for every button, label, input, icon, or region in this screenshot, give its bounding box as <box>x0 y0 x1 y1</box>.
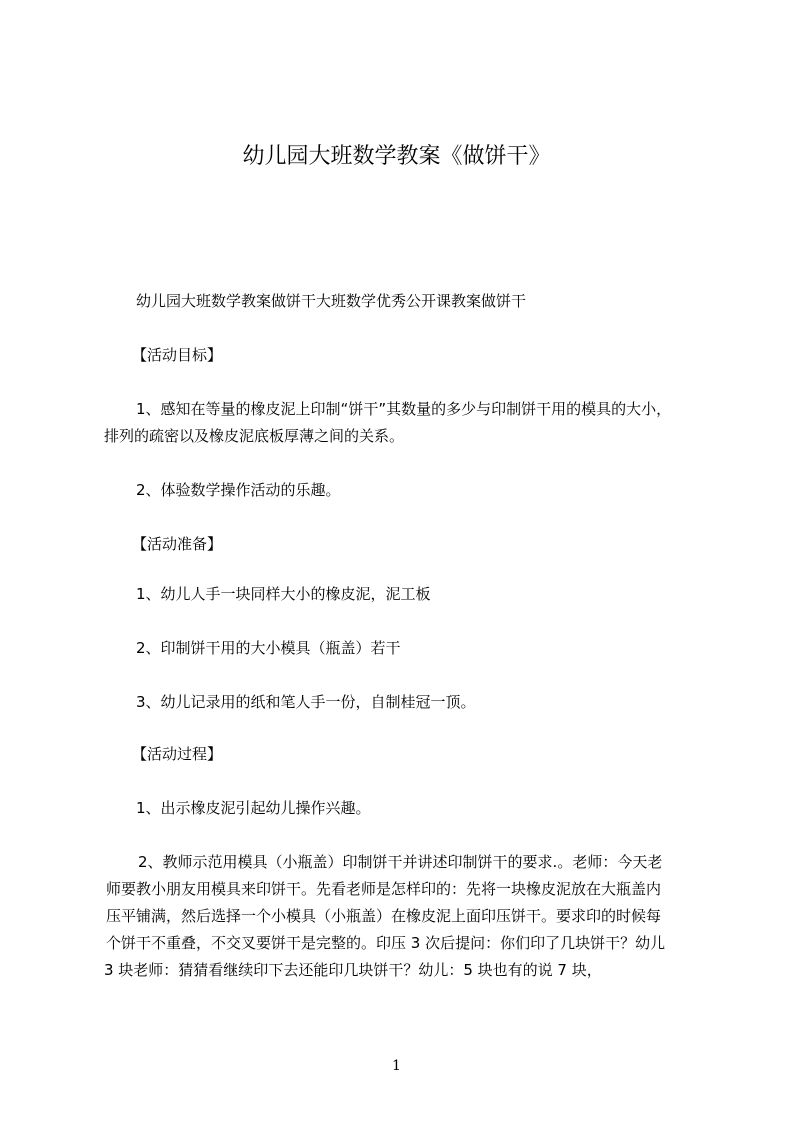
preparation-item-1: 1、幼儿人手一块同样大小的橡皮泥，泥工板 <box>136 585 431 603</box>
process-item-2-line-2: 师要教小朋友用模具来印饼干。先看老师是怎样印的：先将一块橡皮泥放在大瓶盖内 <box>106 880 662 898</box>
preparation-heading: 【活动准备】 <box>132 535 223 553</box>
page-number: 1 <box>392 1058 401 1074</box>
goals-item-1-line-2: 排列的疏密以及橡皮泥底板厚薄之间的关系。 <box>104 427 405 445</box>
process-item-2-line-5: 3 块老师：猜猜看继续印下去还能印几块饼干？幼儿：5 块也有的说 7 块， <box>104 961 602 979</box>
intro-text: 幼儿园大班数学教案做饼干大班数学优秀公开课教案做饼干 <box>136 292 527 310</box>
process-item-2-line-1: 2、教师示范用模具（小瓶盖）印制饼干并讲述印制饼干的要求.。老师：今天老 <box>138 853 663 871</box>
process-item-2-line-4: 个饼干不重叠，不交叉要饼干是完整的。印压 3 次后提问：你们印了几块饼干？幼儿 <box>106 934 666 952</box>
goals-heading: 【活动目标】 <box>132 346 223 364</box>
preparation-item-2: 2、印制饼干用的大小模具（瓶盖）若干 <box>136 639 401 657</box>
process-item-2-line-3: 压平铺满，然后选择一个小模具（小瓶盖）在橡皮泥上面印压饼干。要求印的时候每 <box>106 907 662 925</box>
document-title: 幼儿园大班数学教案《做饼干》 <box>242 144 551 169</box>
goals-item-1-line-1: 1、感知在等量的橡皮泥上印制“饼干”其数量的多少与印制饼干用的模具的大小， <box>136 400 672 418</box>
preparation-item-3: 3、幼儿记录用的纸和笔人手一份，自制桂冠一顶。 <box>136 693 476 711</box>
process-item-1: 1、出示橡皮泥引起幼儿操作兴趣。 <box>136 799 371 817</box>
process-heading: 【活动过程】 <box>132 745 223 763</box>
goals-item-2: 2、体验数学操作活动的乐趣。 <box>136 481 341 499</box>
